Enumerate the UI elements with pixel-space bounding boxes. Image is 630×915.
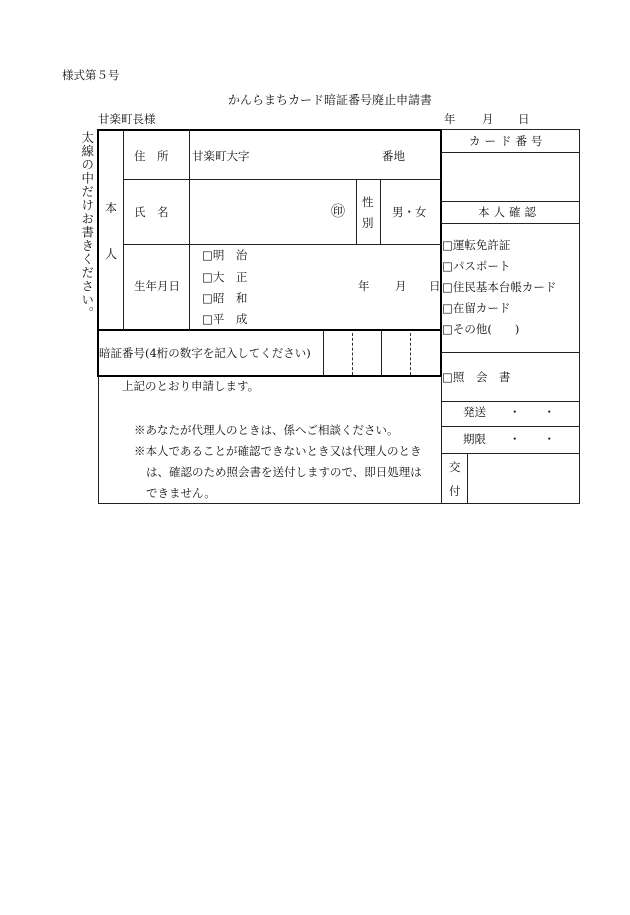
- inquiry-checkbox[interactable]: □照 会 書: [442, 370, 511, 384]
- birth-year-label: 年: [358, 279, 370, 293]
- panel-divider-deadline: [441, 453, 580, 454]
- date-month-label: 月: [482, 112, 494, 126]
- pin-digit-field-3[interactable]: [382, 333, 409, 374]
- birth-day-label: 日: [429, 279, 441, 293]
- panel-delivered-divider: [467, 454, 468, 504]
- sex-label-2: 別: [362, 216, 374, 230]
- pin-label: 暗証番号(4桁の数字を記入してください): [99, 346, 311, 360]
- form-number: 様式第５号: [62, 68, 120, 82]
- address-label: 住 所: [134, 149, 169, 163]
- deadline-date-dots: ・ ・: [509, 432, 555, 446]
- id-option-passport[interactable]: □パスポート: [442, 259, 511, 273]
- row-divider-address: [123, 179, 441, 180]
- panel-bottom-border: [441, 503, 580, 504]
- sex-label-1: 性: [362, 195, 374, 209]
- address-suffix: 番地: [382, 149, 405, 163]
- date-year-label: 年: [444, 112, 456, 126]
- birth-month-label: 月: [395, 279, 407, 293]
- era-checkbox-meiji[interactable]: □明 治: [202, 248, 248, 262]
- era-checkbox-showa[interactable]: □昭 和: [202, 291, 248, 305]
- side-note: 太線の中だけお書きください。: [79, 131, 95, 320]
- addressee: 甘楽町長様: [98, 112, 156, 126]
- note-line-4: できません。: [146, 486, 216, 500]
- name-label: 氏 名: [134, 205, 169, 219]
- row-divider-name: [123, 244, 441, 245]
- thick-border-bottom-applicant: [98, 329, 441, 331]
- panel-right-border: [579, 129, 580, 504]
- thick-border-top: [98, 129, 441, 131]
- sent-date-dots: ・ ・: [509, 405, 555, 419]
- sent-label: 発送: [463, 405, 486, 419]
- applicant-group-label-1: 本: [105, 201, 118, 215]
- identity-check-label: 本人確認: [478, 205, 540, 219]
- notes-bottom-border: [98, 503, 441, 504]
- thick-border-bottom-pin: [98, 375, 441, 377]
- form-title: かんらまちカード暗証番号廃止申請書: [228, 93, 433, 107]
- pin-digit-field-4[interactable]: [411, 333, 439, 374]
- era-checkbox-heisei[interactable]: □平 成: [202, 312, 248, 326]
- note-line-1: ※あなたが代理人のときは、係へご相談ください。: [134, 423, 399, 437]
- panel-left-border-bottom: [441, 376, 442, 504]
- notes-left-border: [98, 376, 99, 504]
- id-option-drivers-license[interactable]: □運転免許証: [442, 238, 511, 252]
- era-checkbox-taisho[interactable]: □大 正: [202, 270, 248, 284]
- sex-divider-right: [380, 180, 381, 244]
- apply-statement: 上記のとおり申請します。: [122, 379, 260, 393]
- id-option-residence-card[interactable]: □在留カード: [442, 301, 511, 315]
- panel-divider-card-value: [441, 201, 580, 202]
- birth-label: 生年月日: [134, 279, 180, 293]
- sex-divider-left: [356, 180, 357, 244]
- delivered-label-2: 付: [449, 484, 461, 498]
- date-day-label: 日: [518, 112, 530, 126]
- panel-divider-card-label: [441, 152, 580, 153]
- panel-divider-inquiry: [441, 401, 580, 402]
- panel-divider-options: [441, 352, 580, 353]
- applicant-group-label-2: 人: [105, 247, 118, 261]
- thick-border-right: [440, 129, 442, 377]
- card-number-label: カード番号: [469, 134, 547, 148]
- id-option-resident-card[interactable]: □住民基本台帳カード: [442, 280, 557, 294]
- panel-top-border: [441, 129, 580, 130]
- address-field[interactable]: 甘楽町大字: [192, 149, 250, 163]
- panel-divider-sent: [441, 426, 580, 427]
- pin-digit-field-1[interactable]: [324, 333, 351, 374]
- label-column-divider: [189, 130, 190, 330]
- id-option-other[interactable]: □その他( ): [442, 322, 520, 336]
- deadline-label: 期限: [463, 432, 486, 446]
- card-number-field[interactable]: [443, 154, 578, 200]
- note-line-2: ※本人であることが確認できないとき又は代理人のとき: [134, 444, 422, 458]
- delivered-label-1: 交: [449, 460, 461, 474]
- sex-options[interactable]: 男・女: [392, 205, 427, 219]
- thick-border-left: [97, 129, 99, 377]
- panel-divider-identity-label: [441, 223, 580, 224]
- seal-mark: ㊞: [331, 204, 345, 220]
- note-line-3: は、確認のため照会書を送付しますので、即日処理は: [146, 465, 422, 479]
- pin-digit-field-2[interactable]: [353, 333, 380, 374]
- applicant-group-divider: [123, 130, 124, 330]
